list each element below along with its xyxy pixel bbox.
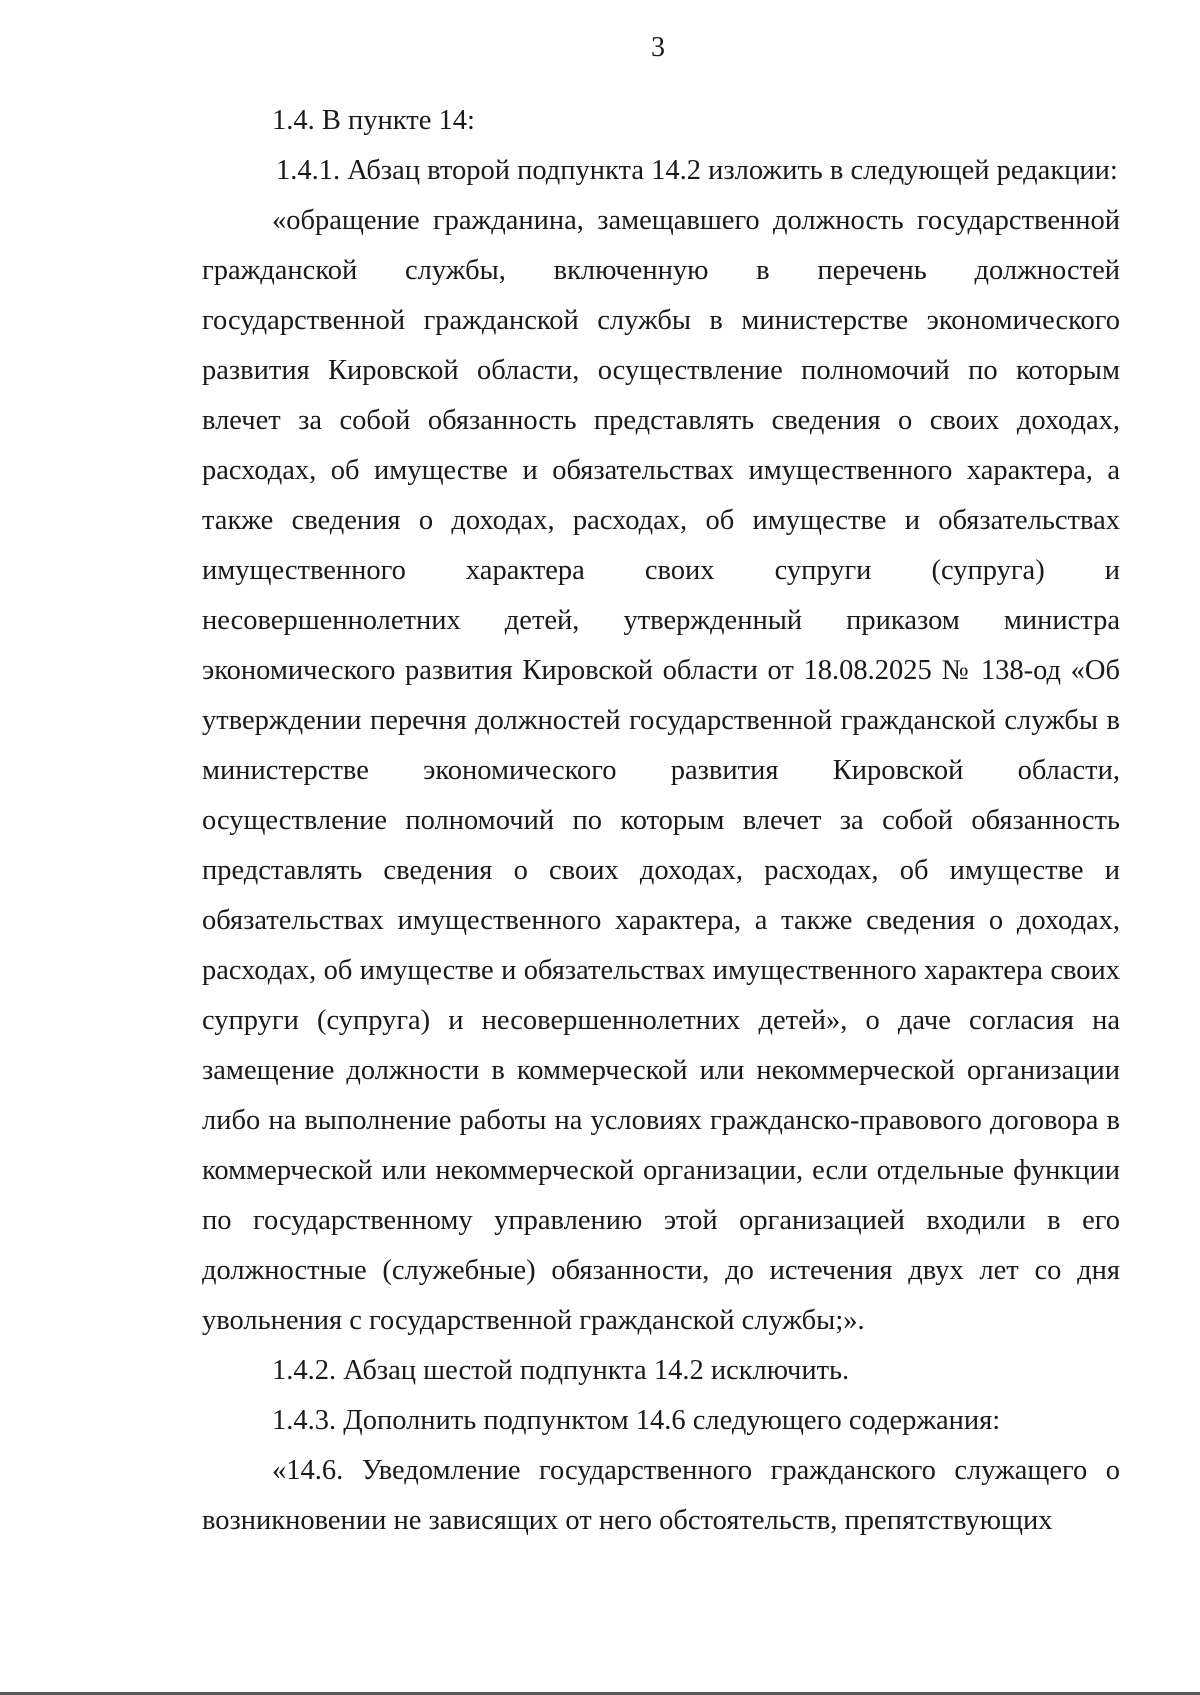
document-body <box>202 96 1120 1546</box>
page-number: 3 <box>651 32 665 63</box>
paragraph-1-4-3: 1.4.3. Дополнить подпунктом 14.6 следующего содержания: <box>272 1405 1001 1436</box>
paragraph-14-6: «14.6. Уведомление государственного гражданского служащего о возникновении не зависящих от него обстоятельств, препятствующих <box>202 1455 1120 1536</box>
paragraph-1-4-2: 1.4.2. Абзац шестой подпункта 14.2 исключить. <box>272 1355 850 1386</box>
paragraph-1-4: 1.4. В пункте 14: <box>272 105 475 136</box>
paragraph-1-4-1: 1.4.1. Абзац второй подпункта 14.2 изложить в следующей редакции: <box>276 155 1118 186</box>
paragraph-quoted-amendment: «обращение гражданина, замещавшего должность государственной гражданской службы, включенную в перечень должностей государственной гражданской службы в министерстве экономического развития Кировской области, осуществление полномочий по которым влечет за собой обязанность представлять сведения о своих доходах, расходах, об имуществе и обязательствах имущественного характера, а также сведения о доходах, расходах, об имуществе и обязательствах имущественного характера своих супруги (супруга) и несовершеннолетних детей, утвержденный приказом министра экономического развития Кировской области от 18.08.2025 № 138-од «Об утверждении перечня должностей государственной гражданской службы в министерстве экономического развития Кировской области, осуществление полномочий по которым влечет за собой обязанность представлять сведения о своих доходах, расходах, об имуществе и обязательствах имущественного характера, а также сведения о доходах, расходах, об имуществе и обязательствах имущественного характера своих супруги (супруга) и несовершеннолетних детей», о даче согласия на замещение должности в коммерческой или некоммерческой организации либо на выполнение работы на условиях гражданско-правового договора в коммерческой или некоммерческой организации, если отдельные функции по государственному управлению этой организацией входили в его должностные (служебные) обязанности, до истечения двух лет со дня увольнения с государственной гражданской службы;». <box>202 205 1120 1336</box>
